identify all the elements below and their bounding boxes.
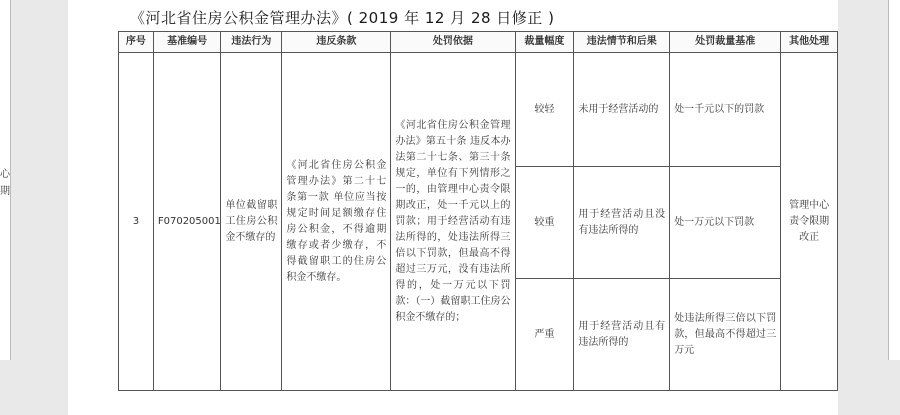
header-standard: 处罚裁量基准 <box>670 32 781 53</box>
cell-standard: 处一千元以下的罚款 <box>670 53 781 167</box>
cell-clause: 《河北省住房公积金管理办法》第二十七条第一款 单位应当按规定时间足额缴存住房公积金，不得逾期缴存或者少缴存，不得截留职工的住房公积金不缴存。 <box>282 53 391 391</box>
header-violation: 违法行为 <box>221 32 282 53</box>
left-page-fragment: 心 <box>0 169 10 180</box>
header-seq: 序号 <box>119 32 154 53</box>
cell-degree: 较重 <box>515 167 574 279</box>
cell-degree: 严重 <box>515 279 574 391</box>
cell-other: 管理中心责令限期改正 <box>781 53 838 391</box>
document-page <box>68 0 838 415</box>
left-page-fragment: 期 <box>0 186 10 197</box>
cell-circumstance: 用于经营活动且没有违法所得的 <box>574 167 670 279</box>
cell-degree: 较轻 <box>515 53 574 167</box>
cell-circumstance: 用于经营活动且有违法所得的 <box>574 279 670 391</box>
cell-standard: 处违法所得三倍以下罚款，但最高不得超过三万元 <box>670 279 781 391</box>
document-title: 《河北省住房公积金管理办法》( 2019 年 12 月 28 日修正 ) <box>130 9 555 27</box>
header-clause: 违反条款 <box>282 32 391 53</box>
table-header-row <box>119 32 838 53</box>
table-row <box>119 53 838 167</box>
header-circumstance: 违法情节和后果 <box>574 32 670 53</box>
penalty-standard-table <box>118 31 838 391</box>
header-code: 基准编号 <box>153 32 221 53</box>
cell-circumstance: 未用于经营活动的 <box>574 53 670 167</box>
cell-violation: 单位截留职工住房公积金不缴存的 <box>221 53 282 391</box>
header-basis: 处罚依据 <box>391 32 515 53</box>
cell-standard: 处一万元以下罚款 <box>670 167 781 279</box>
header-other: 其他处理 <box>781 32 838 53</box>
cell-basis: 《河北省住房公积金管理办法》第五十条 违反本办法第二十七条、第三十条规定，单位有下列情形之一的，由管理中心责令限期改正，处一千元以上的罚款；用于经营活动有违法所得的，处违法所得三倍以下罚款，但最高不得超过三万元，没有违法所得的，处一万元以下罚款：（一）截留职工住房公积金不缴存的； <box>391 53 515 391</box>
cell-seq: 3 <box>119 53 154 391</box>
adjacent-page-right <box>888 0 900 360</box>
cell-code: F070205001 <box>153 53 221 391</box>
adjacent-page-left <box>0 0 11 360</box>
header-degree: 裁量幅度 <box>515 32 574 53</box>
